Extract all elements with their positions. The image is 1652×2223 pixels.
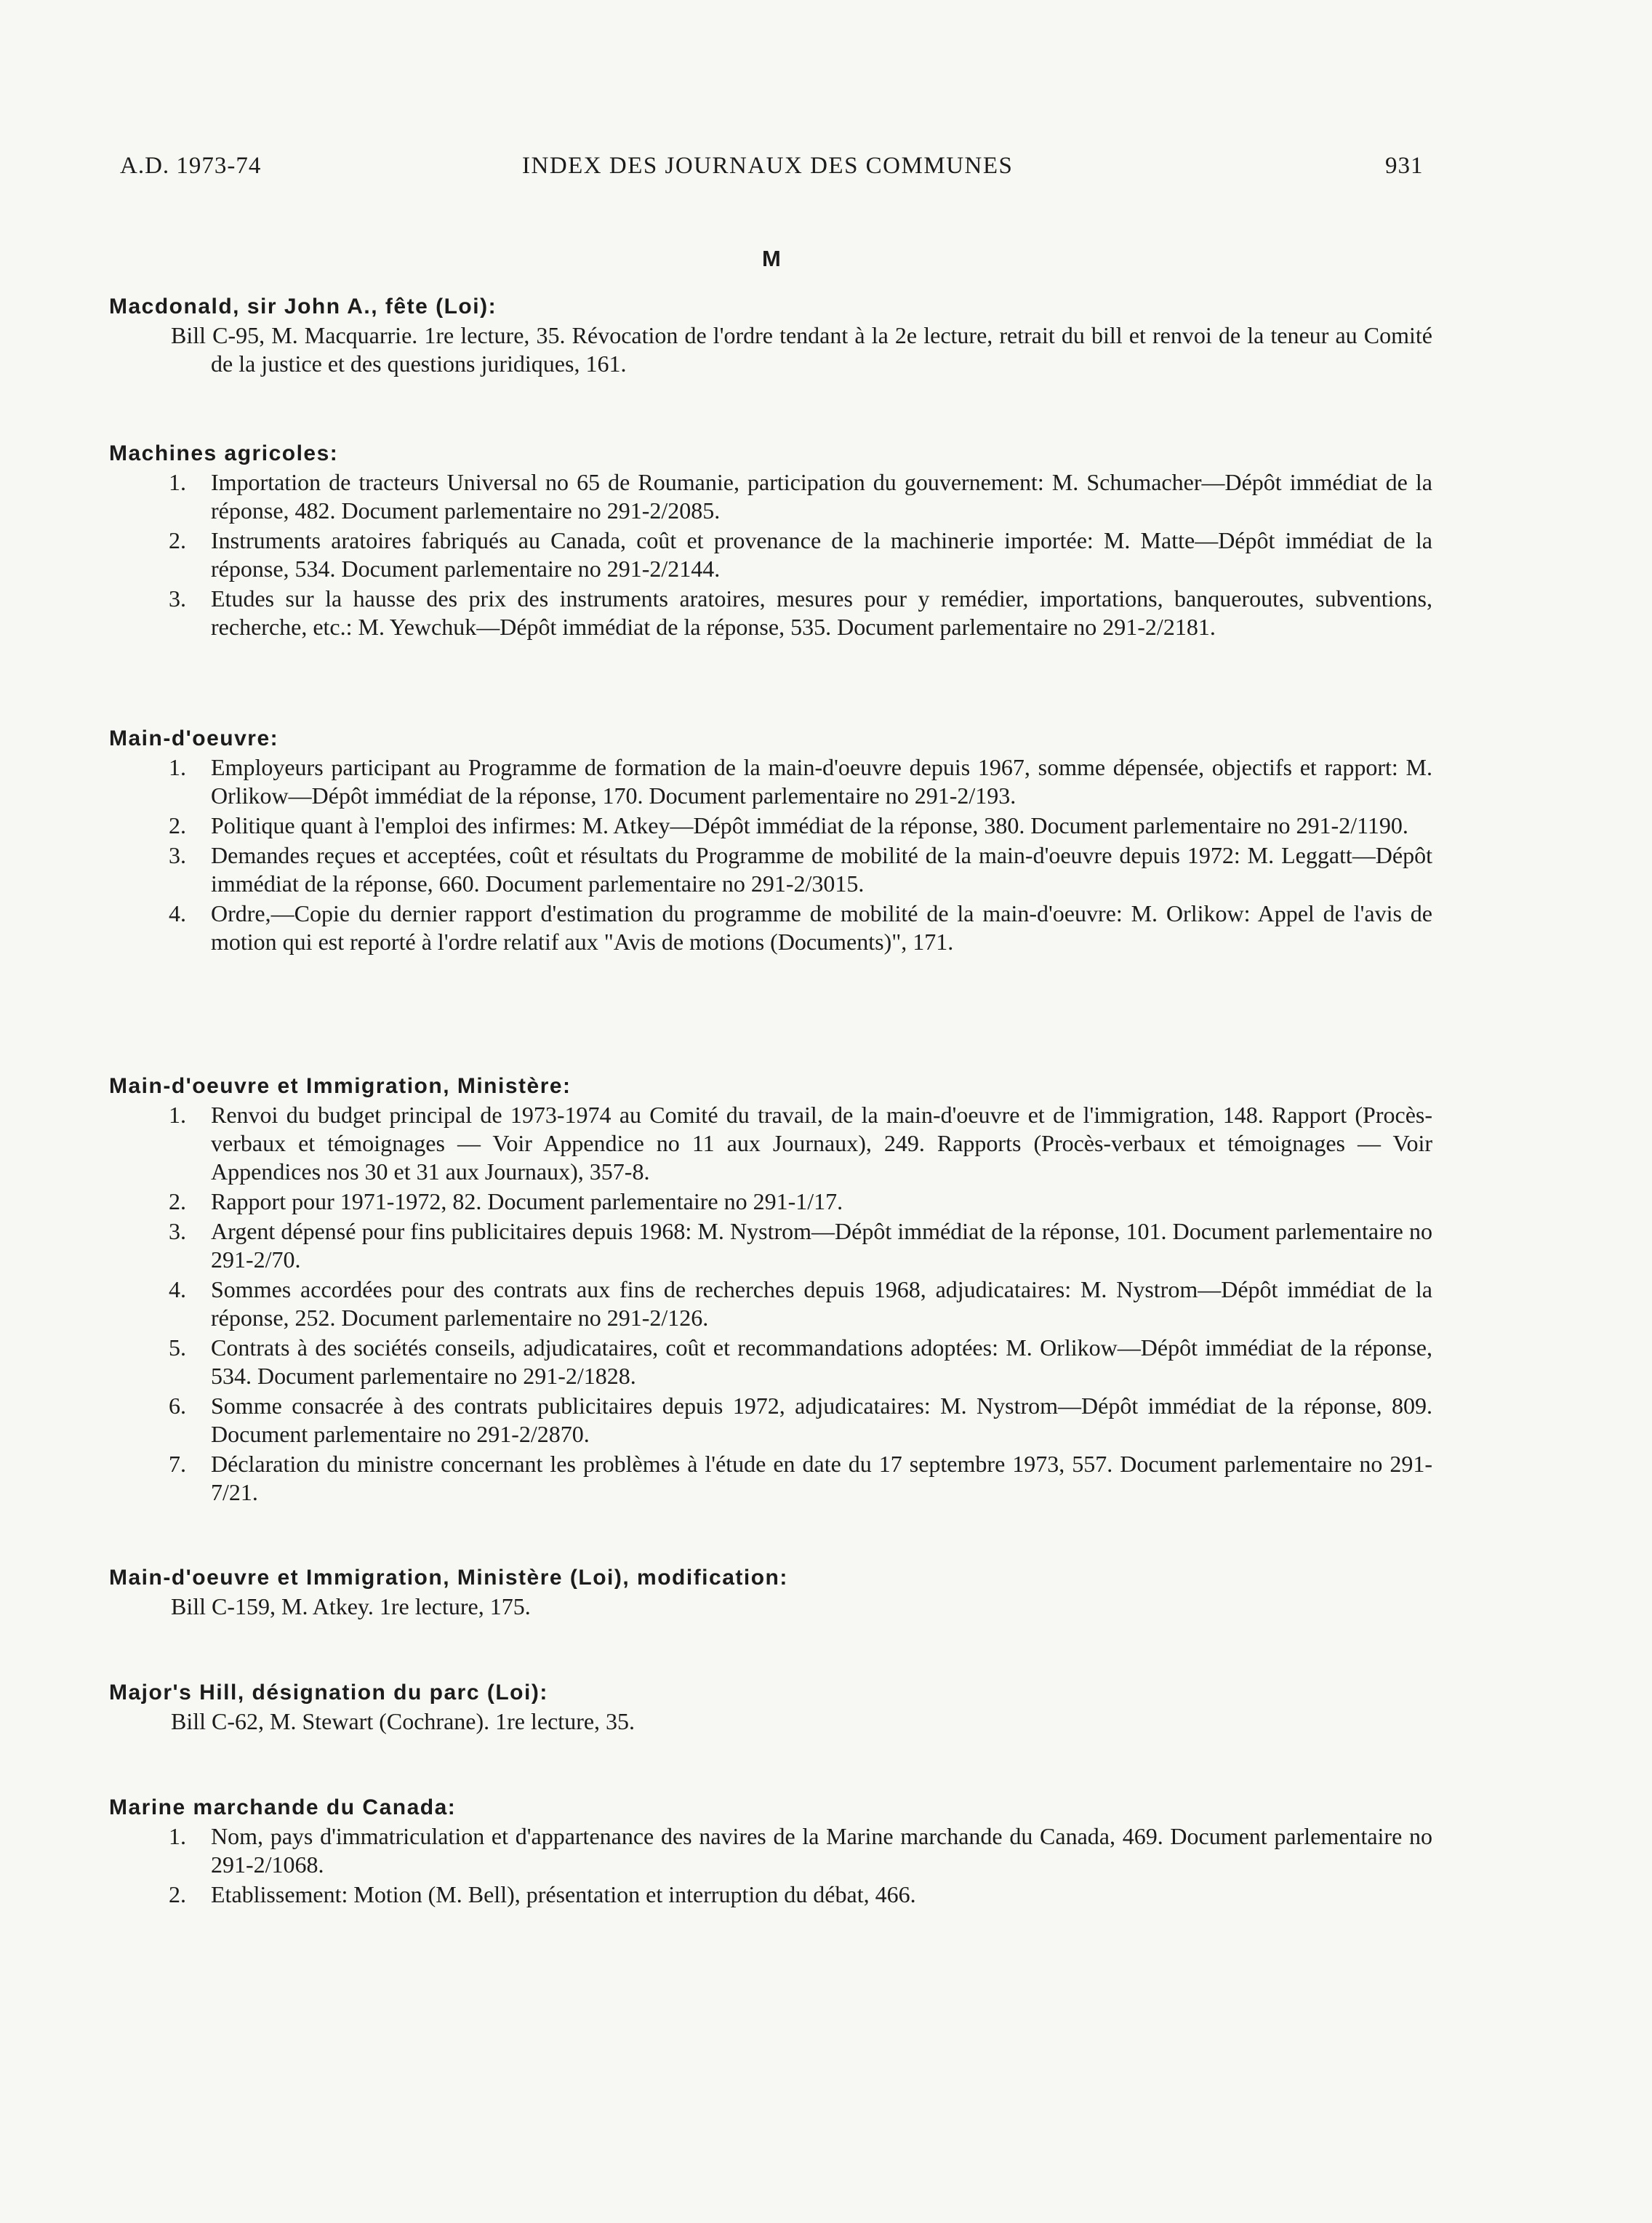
item-number: 1.	[169, 1102, 186, 1128]
item-number: 7.	[169, 1451, 186, 1477]
page-number: 931	[1385, 153, 1424, 179]
item-number: 2.	[169, 1188, 186, 1214]
item-text: Demandes reçues et acceptées, coût et résultats du Programme de mobilité de la main-d'oeuvre depuis 1972: M. Leggatt—Dépôt immédiat de la réponse, 660. Document parlementaire no 291-2/3015.	[211, 842, 1432, 897]
entry-text: Bill C-95, M. Macquarrie. 1re lecture, 35. Révocation de l'ordre tendant à la 2e lecture, retrait du bill et renvoi de la teneur au Comité de la justice et des questions juridiques, 161.	[171, 322, 1432, 377]
item-text: Rapport pour 1971-1972, 82. Document parlementaire no 291-1/17.	[211, 1188, 843, 1214]
entry-text: Bill C-159, M. Atkey. 1re lecture, 175.	[171, 1593, 531, 1619]
entry-heading: Main-d'oeuvre:	[109, 726, 279, 750]
item-text: Employeurs participant au Programme de formation de la main-d'oeuvre depuis 1967, somme dépensée, objectifs et rapport: M. Orlikow—Dépôt immédiat de la réponse, 170. Document parlementaire no 291-2/193.	[211, 754, 1432, 809]
item-number: 2.	[169, 1881, 186, 1907]
item-text: Politique quant à l'emploi des infirmes: M. Atkey—Dépôt immédiat de la réponse, 380. Document parlementaire no 291-2/1190.	[211, 812, 1408, 838]
list-item	[109, 1275, 1432, 1332]
item-text: Instruments aratoires fabriqués au Canada, coût et provenance de la machinerie importée: M. Matte—Dépôt immédiat de la réponse, 534. Document parlementaire no 291-2/2144.	[211, 527, 1432, 582]
item-number: 6.	[169, 1393, 186, 1419]
list-item	[109, 1217, 1432, 1274]
item-number: 5.	[169, 1334, 186, 1361]
entry-heading: Major's Hill, désignation du parc (Loi):	[109, 1681, 548, 1705]
item-number: 4.	[169, 1276, 186, 1302]
list-item	[109, 526, 1432, 583]
section-letter: M	[762, 246, 781, 271]
item-text: Etudes sur la hausse des prix des instruments aratoires, mesures pour y remédier, importations, banqueroutes, subventions, recherche, etc.: M. Yewchuk—Dépôt immédiat de la réponse, 535. Document parlementaire no 291-2/2181.	[211, 585, 1432, 640]
item-text: Nom, pays d'immatriculation et d'appartenance des navires de la Marine marchande du Canada, 469. Document parlementaire no 291-2/1068.	[211, 1823, 1432, 1878]
item-text: Ordre,—Copie du dernier rapport d'estimation du programme de mobilité de la main-d'oeuvre: M. Orlikow: Appel de l'avis de motion qui est reporté à l'ordre relatif aux "Avis de motions (Documents)", 171.	[211, 900, 1432, 955]
item-text: Déclaration du ministre concernant les problèmes à l'étude en date du 17 septembre 1973, 557. Document parlementaire no 291-7/21.	[211, 1451, 1432, 1505]
list-item	[109, 812, 1432, 840]
list-item	[109, 1450, 1432, 1507]
entry-heading: Main-d'oeuvre et Immigration, Ministère (Loi), modification:	[109, 1566, 788, 1590]
entry-heading: Main-d'oeuvre et Immigration, Ministère:	[109, 1074, 572, 1098]
item-text: Contrats à des sociétés conseils, adjudicataires, coût et recommandations adoptées: M. Orlikow—Dépôt immédiat de la réponse, 534. Document parlementaire no 291-2/1828.	[211, 1334, 1432, 1389]
index-entry	[109, 439, 1432, 641]
item-text: Importation de tracteurs Universal no 65 de Roumanie, participation du gouvernement: M. Schumacher—Dépôt immédiat de la réponse, 482. Document parlementaire no 291-2/2085.	[211, 469, 1432, 524]
list-item	[109, 1101, 1432, 1186]
list-item	[109, 585, 1432, 641]
list-item	[109, 1392, 1432, 1449]
item-number: 3.	[169, 585, 186, 612]
item-number: 1.	[169, 754, 186, 780]
list-item	[109, 900, 1432, 956]
item-text: Sommes accordées pour des contrats aux fins de recherches depuis 1968, adjudicataires: M. Nystrom—Dépôt immédiat de la réponse, 252. Document parlementaire no 291-2/126.	[211, 1276, 1432, 1331]
running-head-date: A.D. 1973-74	[120, 153, 262, 179]
item-text: Etablissement: Motion (M. Bell), présentation et interruption du débat, 466.	[211, 1881, 916, 1907]
index-entry	[109, 1678, 1432, 1736]
index-entry	[109, 1072, 1432, 1507]
item-text: Argent dépensé pour fins publicitaires depuis 1968: M. Nystrom—Dépôt immédiat de la réponse, 101. Document parlementaire no 291-2/70.	[211, 1218, 1432, 1273]
item-number: 2.	[169, 527, 186, 553]
item-number: 3.	[169, 842, 186, 868]
item-number: 1.	[169, 1823, 186, 1849]
running-head-title: INDEX DES JOURNAUX DES COMMUNES	[522, 153, 1014, 179]
list-item	[109, 841, 1432, 898]
index-entry	[109, 1563, 1432, 1621]
list-item	[109, 468, 1432, 525]
entry-heading: Macdonald, sir John A., fête (Loi):	[109, 295, 497, 319]
entry-heading: Marine marchande du Canada:	[109, 1795, 457, 1819]
item-number: 1.	[169, 469, 186, 495]
item-number: 4.	[169, 900, 186, 926]
list-item	[109, 1880, 1432, 1909]
item-text: Somme consacrée à des contrats publicitaires depuis 1972, adjudicataires: M. Nystrom—Dépôt immédiat de la réponse, 809. Document parlementaire no 291-2/2870.	[211, 1393, 1432, 1447]
index-entry	[109, 724, 1432, 956]
list-item	[109, 1822, 1432, 1879]
item-number: 3.	[169, 1218, 186, 1244]
entry-text: Bill C-62, M. Stewart (Cochrane). 1re lecture, 35.	[171, 1708, 635, 1734]
list-item	[109, 753, 1432, 810]
index-entry	[109, 1793, 1432, 1909]
entry-heading: Machines agricoles:	[109, 441, 339, 465]
item-text: Renvoi du budget principal de 1973-1974 au Comité du travail, de la main-d'oeuvre et de l'immigration, 148. Rapport (Procès-verbaux et témoignages — Voir Appendice no 11 aux Journaux), 249. Rapports (Procès-verbaux et témoignages — Voir Appendices nos 30 et 31 aux Journaux), 357-8.	[211, 1102, 1432, 1185]
item-number: 2.	[169, 812, 186, 838]
index-entry	[109, 292, 1432, 378]
list-item	[109, 1187, 1432, 1216]
list-item	[109, 1334, 1432, 1390]
